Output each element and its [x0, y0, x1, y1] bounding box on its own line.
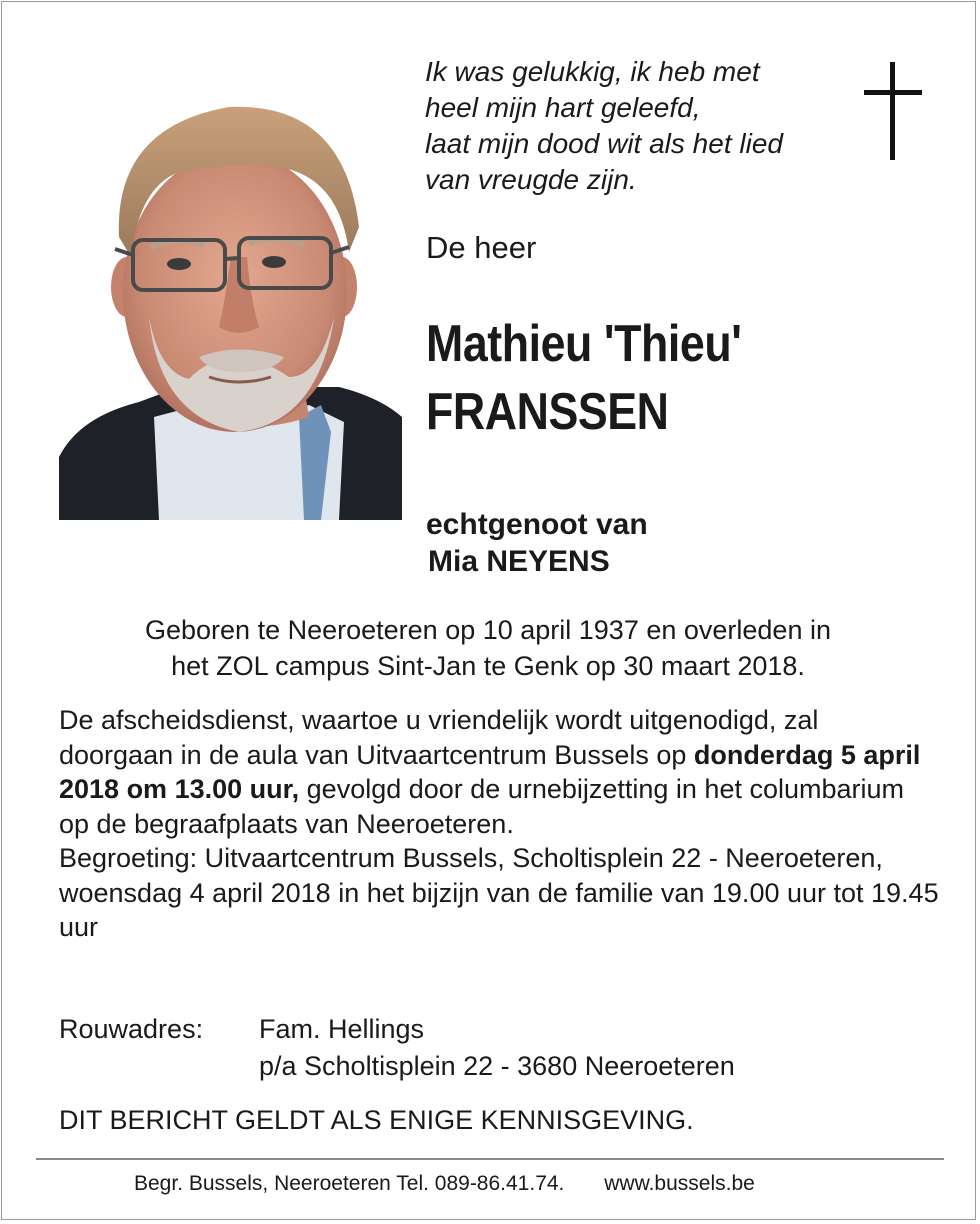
address-label: Rouwadres: — [59, 1014, 204, 1044]
service-intro: De afscheidsdienst, waartoe u vriendelijk wordt uitgenodigd, zal doorgaan in de aula van Uitvaartcentrum Bussels op — [59, 705, 819, 770]
service-date: donderdag 5 april 2018 om 13.00 uur, — [59, 739, 921, 804]
death-line: het ZOL campus Sint-Jan te Genk op 30 maart 2018. — [171, 651, 805, 681]
last-name: FRANSSEN — [426, 383, 669, 441]
poem-line: laat mijn dood wit als het lied — [425, 128, 783, 159]
divider — [36, 1158, 944, 1160]
address-line-1: Fam. Hellings — [259, 1014, 425, 1044]
poem-line: van vreugde zijn. — [425, 164, 637, 195]
greeting-info: Begroeting: Uitvaartcentrum Bussels, Scholtisplein 22 - Neeroeteren, woensdag 4 april 2018 in het bijzijn van de familie van 19.00 uur tot 19.45 uur — [59, 843, 939, 942]
notice-text: DIT BERICHT GELDT ALS ENIGE KENNISGEVING. — [59, 1105, 694, 1135]
address-line-2: p/a Scholtisplein 22 - 3680 Neeroeteren — [259, 1051, 735, 1081]
cross-icon — [864, 62, 922, 160]
first-name: Mathieu 'Thieu' — [426, 315, 742, 373]
spouse-block — [426, 506, 648, 580]
service-after: gevolgd door de urnebijzetting in het columbarium op de begraafplaats van Neeroeteren. — [59, 774, 905, 839]
footer-contact: Begr. Bussels, Neeroeteren Tel. 089-86.41.74. — [134, 1172, 565, 1195]
footer — [134, 1172, 755, 1196]
spouse-name: Mia NEYENS — [428, 545, 610, 578]
service-info — [59, 703, 939, 945]
poem-line: Ik was gelukkig, ik heb met — [425, 56, 760, 87]
relation-label: echtgenoot van — [426, 508, 648, 541]
portrait-photo — [59, 87, 402, 520]
honorific: De heer — [426, 230, 537, 265]
birth-line: Geboren te Neeroeteren op 10 april 1937 en overleden in — [145, 615, 831, 645]
poem-line: heel mijn hart geleefd, — [425, 92, 701, 123]
footer-website-link[interactable]: www.bussels.be — [604, 1172, 755, 1195]
deceased-name — [426, 310, 741, 446]
poem — [425, 54, 783, 198]
birth-death-info — [0, 612, 976, 684]
